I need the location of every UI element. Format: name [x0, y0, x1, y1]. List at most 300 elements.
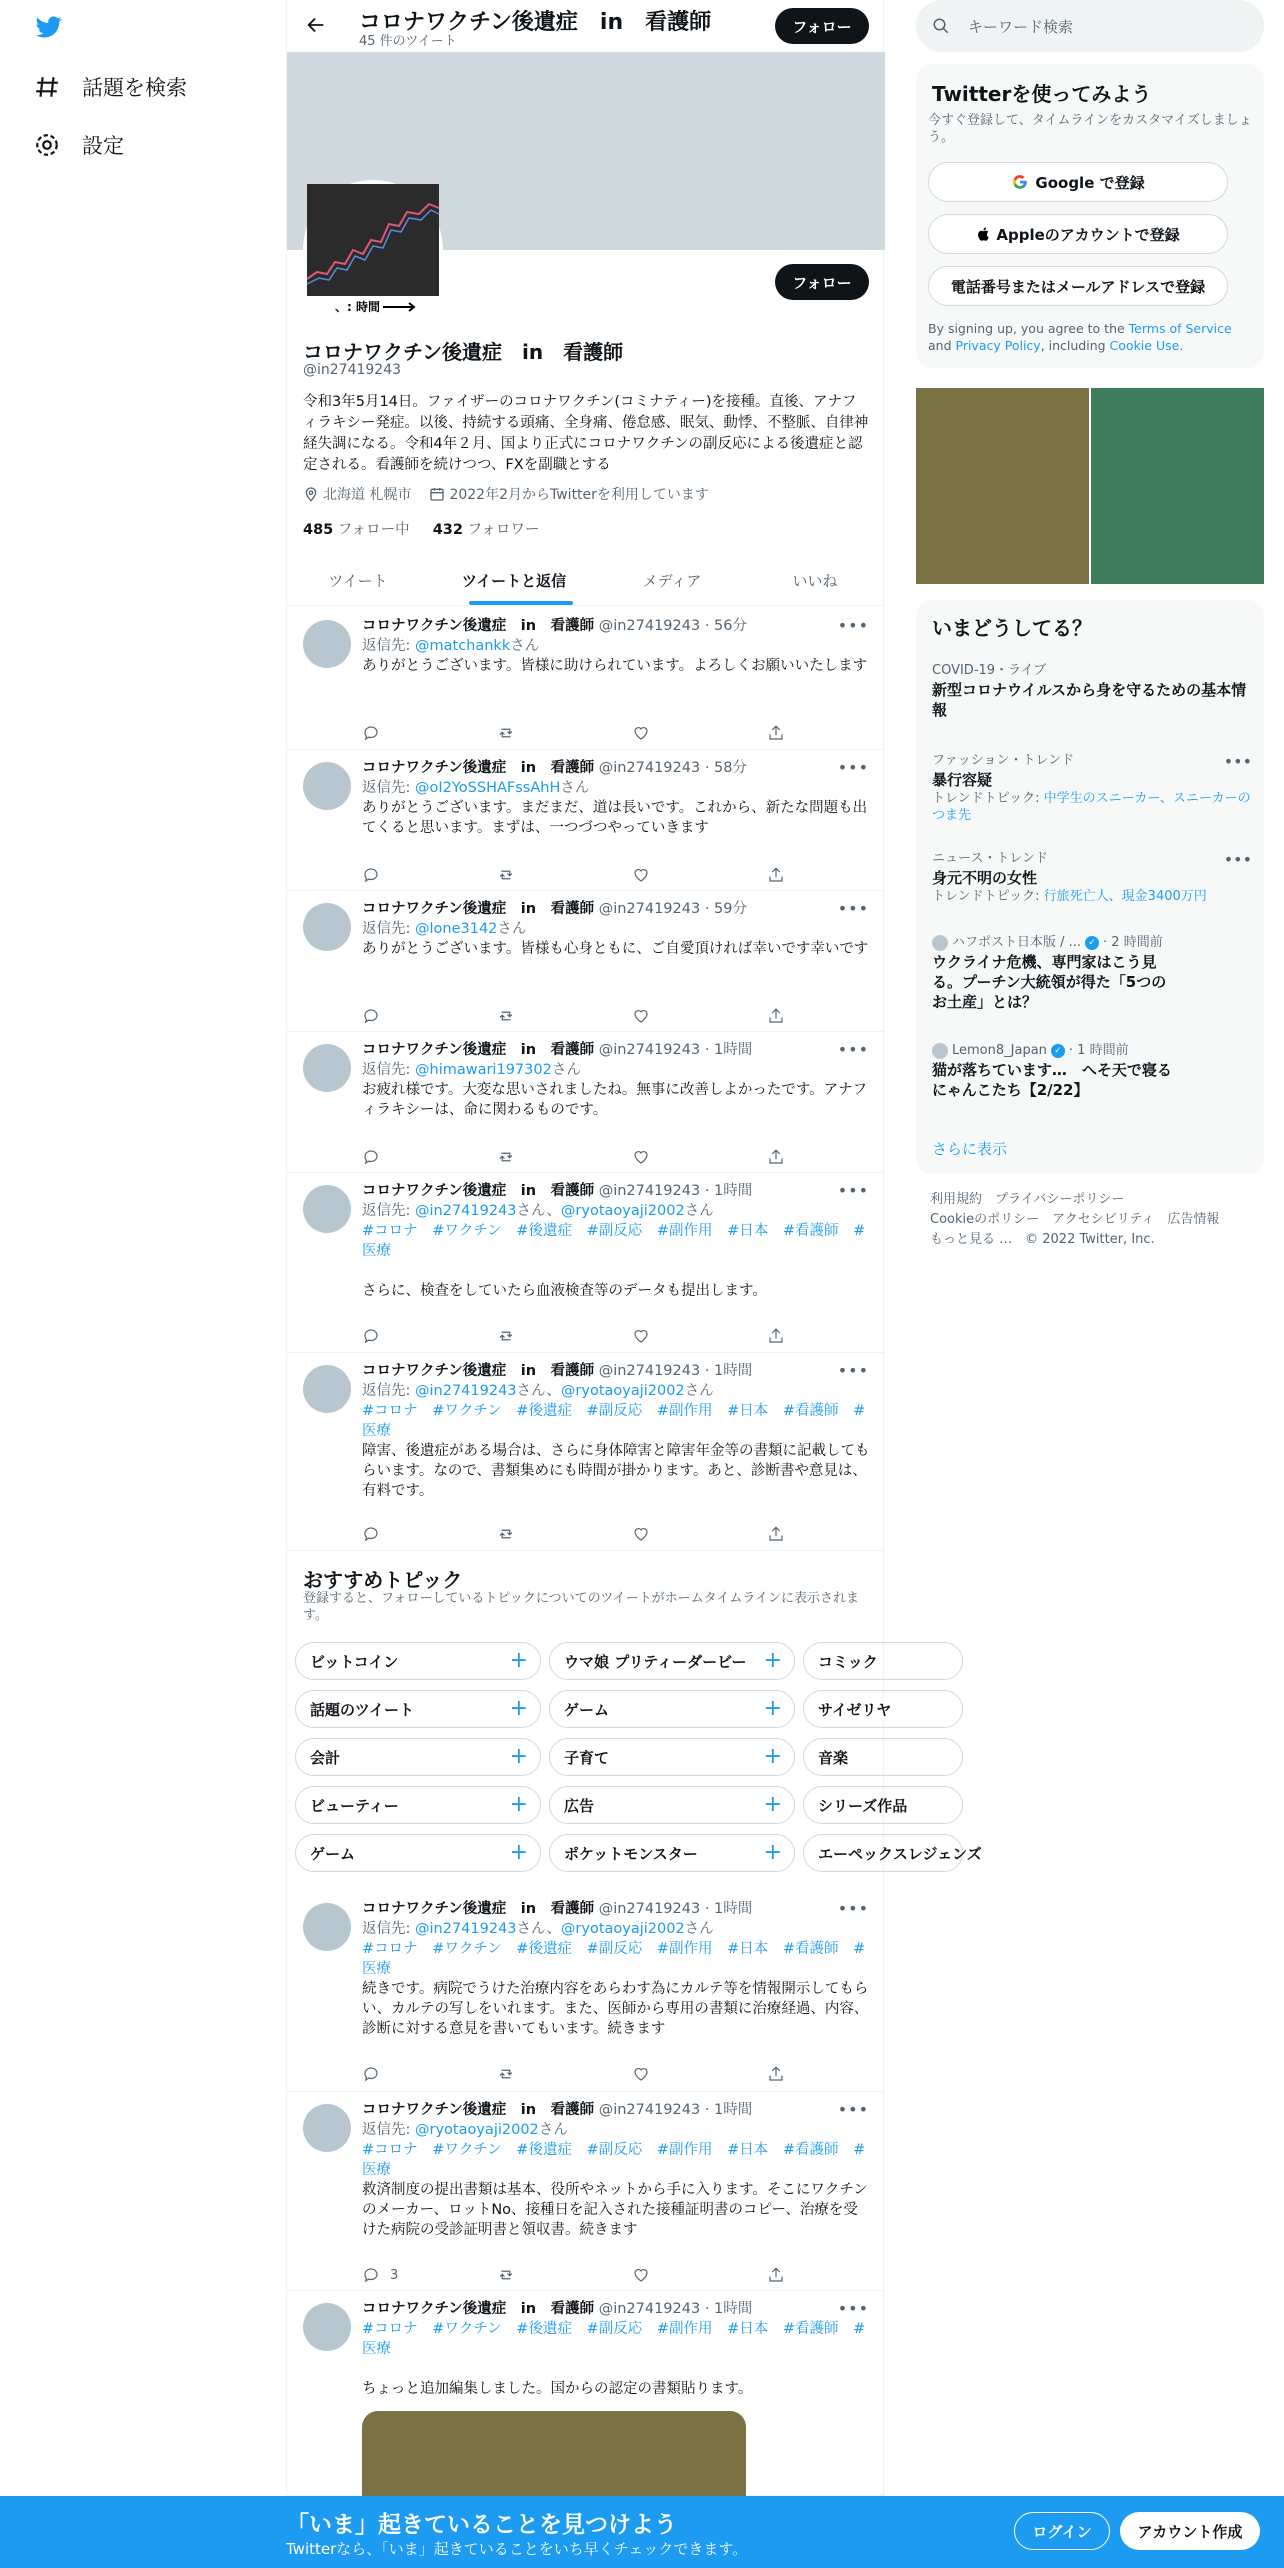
apple-signup-button[interactable]	[928, 214, 1228, 254]
share-icon	[767, 2266, 785, 2284]
tweet-content	[362, 1181, 872, 1301]
plus-icon[interactable]: +	[763, 1648, 782, 1673]
retweet-button[interactable]	[497, 724, 515, 742]
tweet[interactable]	[287, 1173, 885, 1353]
chart-thumbnail-icon	[307, 184, 439, 316]
retweet-button[interactable]	[497, 1327, 515, 1345]
reply-mention[interactable]: @ryotaoyaji2002	[560, 1203, 685, 1219]
reply-mention[interactable]: @ryotaoyaji2002	[560, 1921, 685, 1937]
trends-title: いまどうしてる？	[932, 616, 1092, 640]
more-icon[interactable]: •••	[837, 2299, 869, 2318]
news-item[interactable]	[932, 934, 1252, 1012]
reply-icon	[362, 1007, 380, 1025]
hashtag-icon	[34, 74, 60, 100]
topic-chip[interactable]	[803, 1690, 963, 1728]
terms-dot: .	[1179, 338, 1184, 353]
share-button[interactable]	[767, 2065, 785, 2083]
reply-icon	[362, 2266, 380, 2284]
topic-chip[interactable]	[295, 1642, 541, 1680]
heart-icon	[632, 1148, 650, 1166]
share-icon	[767, 1148, 785, 1166]
tweet-text: ありがとうございます。皆様も心身ともに、ご自愛頂ければ幸いです幸いです	[362, 941, 869, 957]
tweet-handle-time: @in27419243 · 1時間	[598, 2301, 753, 2317]
tweet-header	[362, 1899, 872, 1919]
reply-mention[interactable]: @in27419243	[415, 1383, 517, 1399]
tweet-author[interactable]: コロナワクチン後遺症 in 看護師	[362, 2102, 595, 2118]
tweet-avatar[interactable]	[303, 903, 351, 951]
tweet-actions	[362, 724, 812, 744]
cookie-link[interactable]: Cookie Use	[1109, 338, 1180, 353]
tweet-header	[362, 1181, 872, 1201]
tweet[interactable]	[287, 2291, 885, 2496]
share-icon	[767, 1327, 785, 1345]
share-button[interactable]	[767, 1007, 785, 1025]
tweet-hashtags[interactable]: #コロナ #ワクチン #後遺症 #副反応 #副作用 #日本 #看護師 #医療	[362, 2321, 866, 2357]
reply-button[interactable]	[362, 1148, 380, 1166]
more-icon[interactable]: •••	[1223, 850, 1252, 869]
reply-button[interactable]	[362, 1007, 380, 1025]
more-icon[interactable]: •••	[837, 1040, 869, 1059]
reply-mention[interactable]: @lone3142	[415, 921, 498, 937]
tweet-reply-to: 返信先: @in27419243さん、@ryotaoyaji2002さん	[362, 1921, 714, 1937]
tweet-content	[362, 758, 872, 838]
media-thumb-1[interactable]	[916, 388, 1089, 584]
privacy-link[interactable]: Privacy Policy	[955, 338, 1041, 353]
reply-mention[interactable]: @ryotaoyaji2002	[560, 1383, 685, 1399]
tweet-text: ありがとうございます。まだまだ、道は長いです。これから、新たな問題も出てくると思います。まずは、一つづつやっていきます	[362, 800, 868, 836]
tweet-actions	[362, 1327, 812, 1347]
more-icon[interactable]: •••	[1223, 752, 1252, 771]
more-icon[interactable]: •••	[837, 2100, 869, 2119]
footer-line-2[interactable]: Cookieのポリシー アクセシビリティ 広告情報	[930, 1212, 1220, 1227]
tweet-avatar[interactable]	[303, 1185, 351, 1233]
signup-box	[916, 64, 1264, 368]
reply-icon	[362, 1327, 380, 1345]
tweet-hashtags[interactable]: #コロナ #ワクチン #後遺症 #副反応 #副作用 #日本 #看護師 #医療	[362, 1941, 866, 1977]
plus-icon[interactable]: +	[509, 1696, 528, 1721]
topic-chip-label: ビットコイン	[310, 1652, 399, 1671]
tweet-author[interactable]: コロナワクチン後遺症 in 看護師	[362, 901, 595, 917]
retweet-button[interactable]	[497, 1148, 515, 1166]
topic-chip-label: エーペックスレジェンズ	[818, 1844, 982, 1863]
reply-icon	[362, 2065, 380, 2083]
reply-button[interactable]	[362, 1525, 380, 1543]
tweet-avatar[interactable]	[303, 2303, 351, 2351]
tweet-handle-time: @in27419243 · 1時間	[598, 1901, 753, 1917]
tweet-header	[362, 2299, 872, 2319]
share-button[interactable]	[767, 1327, 785, 1345]
heart-icon	[632, 1007, 650, 1025]
trends-box	[916, 600, 1264, 1174]
tweet[interactable]	[287, 1353, 885, 1551]
like-button[interactable]	[632, 724, 650, 742]
profile-bio: 令和3年5月14日。ファイザーのコロナワクチン(コミナティー)を接種。直後、アナフィラキシー発症。以後、持続する頭痛、全身痛、倦怠感、眠気、動悸、不整脈、自律神経失調になる。令和4年２月、国より正式にコロナワクチンの副反応による後遺症と認定される。看護師を続けつつ、FXを副職とする	[303, 394, 869, 473]
topic-chip-label: ゲーム	[564, 1700, 610, 1719]
tweet-actions	[362, 1007, 812, 1027]
tweet-hashtags[interactable]: #コロナ #ワクチン #後遺症 #副反応 #副作用 #日本 #看護師 #医療	[362, 2142, 866, 2178]
topic-chip-label: ゲーム	[310, 1844, 356, 1863]
topic-chip[interactable]	[803, 1786, 963, 1824]
reply-mention[interactable]: @matchankk	[415, 638, 511, 654]
profile-joined: 2022年2月からTwitterを利用しています	[449, 487, 709, 503]
heart-icon	[632, 2065, 650, 2083]
tweet-text: ありがとうございます。皆様に助けられています。よろしくお願いいたします	[362, 658, 868, 674]
tweet-avatar[interactable]	[303, 1365, 351, 1413]
like-button[interactable]	[632, 1327, 650, 1345]
tweet-avatar[interactable]	[303, 762, 351, 810]
tweet-reply-to: 返信先: @lone3142さん	[362, 921, 527, 937]
trend-item[interactable]	[932, 752, 1252, 824]
like-button[interactable]	[632, 866, 650, 884]
tab-likes[interactable]: いいね	[792, 571, 838, 590]
like-button[interactable]	[632, 1525, 650, 1543]
bottom-bar-title: 「いま」起きていることを見つけよう	[286, 2512, 677, 2538]
calendar-icon	[429, 486, 445, 502]
share-button[interactable]	[767, 724, 785, 742]
news-item[interactable]	[932, 1042, 1252, 1100]
tweet-actions	[362, 2266, 812, 2286]
tweet-avatar[interactable]	[303, 1044, 351, 1092]
left-nav	[0, 0, 286, 2568]
trend-item[interactable]	[932, 850, 1252, 905]
retweet-button[interactable]	[497, 2065, 515, 2083]
plus-icon[interactable]: +	[509, 1744, 528, 1769]
retweet-button[interactable]	[497, 1525, 515, 1543]
reply-icon	[362, 1148, 380, 1166]
tweet-handle-time: @in27419243 · 56分	[598, 618, 747, 634]
terms-link[interactable]: Terms of Service	[1128, 321, 1232, 336]
search-placeholder: キーワード検索	[968, 17, 1074, 36]
retweet-button[interactable]	[497, 2266, 515, 2284]
tweet-content	[362, 2100, 872, 2240]
retweet-icon	[497, 2065, 515, 2083]
reply-icon	[362, 866, 380, 884]
heart-icon	[632, 1525, 650, 1543]
plus-icon[interactable]: +	[509, 1648, 528, 1673]
like-button[interactable]	[632, 2266, 650, 2284]
topic-chip-label: 広告	[564, 1796, 595, 1815]
trend-sub: トレンドトピック: 中学生のスニーカー、スニーカーのつま先	[932, 791, 1251, 823]
tweet-content	[362, 616, 872, 676]
reply-button[interactable]	[362, 1327, 380, 1345]
followers-link[interactable]	[433, 522, 540, 538]
news-meta	[932, 1042, 1252, 1060]
followers-label: フォロワー	[467, 522, 540, 538]
share-icon	[767, 866, 785, 884]
search-input[interactable]	[916, 0, 1264, 52]
topic-chip-label: 会計	[310, 1748, 341, 1767]
header-tweet-count: 45 件のツイート	[359, 34, 457, 49]
bottom-bar-subtitle: Twitterなら、「いま」起きていることをいち早くチェックできます。	[286, 2540, 748, 2558]
tweet-reply-to: 返信先: @in27419243さん、@ryotaoyaji2002さん	[362, 1203, 714, 1219]
plus-icon[interactable]: +	[763, 1744, 782, 1769]
more-icon[interactable]: •••	[837, 616, 869, 635]
tweet-actions	[362, 1148, 812, 1168]
tweet-actions	[362, 866, 812, 886]
reply-button[interactable]	[362, 2266, 398, 2284]
login-button[interactable]: ログイン	[1014, 2512, 1110, 2550]
media-preview[interactable]	[916, 388, 1264, 584]
reply-button[interactable]	[362, 2065, 380, 2083]
show-more-link[interactable]: さらに表示	[932, 1140, 1008, 1158]
tweet-reply-to: 返信先: @in27419243さん、@ryotaoyaji2002さん	[362, 1383, 714, 1399]
tweet-hashtags[interactable]: #コロナ #ワクチン #後遺症 #副反応 #副作用 #日本 #看護師 #医療	[362, 1223, 866, 1259]
tweet-author[interactable]: コロナワクチン後遺症 in 看護師	[362, 618, 595, 634]
twitter-logo-icon[interactable]	[34, 14, 64, 40]
heart-icon	[632, 724, 650, 742]
share-button[interactable]	[767, 1525, 785, 1543]
google-signup-button[interactable]	[928, 162, 1228, 202]
signup-title: Twitterを使ってみよう	[932, 82, 1152, 106]
topic-chip[interactable]	[803, 1738, 963, 1776]
retweet-button[interactable]	[497, 866, 515, 884]
google-icon	[1011, 173, 1029, 191]
trend-sub: トレンドトピック: 行旅死亡人、現金3400万円	[932, 889, 1207, 904]
trend-item[interactable]	[932, 662, 1252, 720]
share-button[interactable]	[767, 1148, 785, 1166]
tweet-avatar[interactable]	[303, 1903, 351, 1951]
topic-chip-label: ビューティー	[310, 1796, 399, 1815]
tweet-content	[362, 1361, 872, 1501]
tweet-avatar[interactable]	[303, 620, 351, 668]
topic-chip-label: 話題のツイート	[310, 1700, 414, 1719]
tweet-handle-time: @in27419243 · 1時間	[598, 2102, 753, 2118]
profile-avatar[interactable]	[303, 180, 443, 320]
tweet-handle-time: @in27419243 · 1時間	[598, 1183, 753, 1199]
topics-desc: 登録すると、フォローしているトピックについてのツイートがホームタイムラインに表示されます。	[303, 1591, 860, 1623]
tweet[interactable]	[287, 1891, 885, 2092]
nav-explore[interactable]	[34, 72, 187, 102]
topics-title: おすすめトピック	[303, 1568, 463, 1592]
tweet-author[interactable]: コロナワクチン後遺症 in 看護師	[362, 2301, 595, 2317]
tab-tweets-and-replies[interactable]: ツイートと返信	[461, 571, 567, 590]
tweet-content	[362, 1899, 872, 2039]
tweet[interactable]	[287, 750, 885, 891]
trend-title: 暴行容疑	[932, 771, 993, 789]
reply-button[interactable]	[362, 724, 380, 742]
topic-chip[interactable]	[803, 1834, 982, 1872]
plus-icon[interactable]: +	[763, 1840, 782, 1865]
topic-chip[interactable]	[803, 1642, 963, 1680]
tweet-text: 救済制度の提出書類は基本、役所やネットから手に入ります。そこにワクチンのメーカー、ロットNo、接種日を記入された接種証明書のコピー、治療を受けた病院の受診証明書と領収書。続きます	[362, 2182, 868, 2238]
topic-chip-label: シリーズ作品	[818, 1796, 908, 1815]
tweet-header	[362, 899, 872, 919]
profile-name: コロナワクチン後遺症 in 看護師	[303, 340, 624, 364]
profile-meta	[303, 484, 709, 504]
tweet-reply-to: 返信先: @oI2YoSSHAFssAhHさん	[362, 780, 590, 796]
terms-prefix: By signing up, you agree to the	[928, 321, 1129, 336]
retweet-button[interactable]	[497, 1007, 515, 1025]
tweet-text: さらに、検査をしていたら血液検査等のデータも提出します。	[362, 1283, 767, 1299]
header-follow-button[interactable]: フォロー	[775, 8, 869, 44]
tweet-text: ちょっと追加編集しました。国からの認定の書類貼ります。	[362, 2381, 753, 2397]
tweet-hashtags[interactable]: #コロナ #ワクチン #後遺症 #副反応 #副作用 #日本 #看護師 #医療	[362, 1403, 866, 1439]
tweet-author[interactable]: コロナワクチン後遺症 in 看護師	[362, 1363, 595, 1379]
profile-follow-button[interactable]: フォロー	[775, 264, 869, 300]
following-label: フォロー中	[337, 522, 410, 538]
tab-media[interactable]: メディア	[642, 571, 702, 590]
more-icon[interactable]: •••	[837, 1361, 869, 1380]
share-button[interactable]	[767, 2266, 785, 2284]
tweet-handle-time: @in27419243 · 59分	[598, 901, 747, 917]
tweet-handle-time: @in27419243 · 1時間	[598, 1363, 753, 1379]
topic-chip[interactable]	[295, 1834, 541, 1872]
topic-chip[interactable]	[295, 1786, 541, 1824]
tweet-actions	[362, 1525, 812, 1545]
like-button[interactable]	[632, 1007, 650, 1025]
tweet-reply-to: 返信先: @matchankkさん	[362, 638, 540, 654]
share-button[interactable]	[767, 866, 785, 884]
topic-chip[interactable]	[295, 1690, 541, 1728]
topic-chip[interactable]	[549, 1690, 795, 1728]
reply-button[interactable]	[362, 866, 380, 884]
trend-title: 身元不明の女性	[932, 869, 1038, 887]
topic-chip[interactable]	[549, 1786, 795, 1824]
retweet-icon	[497, 2266, 515, 2284]
topic-chip-label: コミック	[818, 1652, 878, 1671]
reply-mention[interactable]: @himawari197302	[415, 1062, 552, 1078]
terms-including: , including	[1040, 338, 1110, 353]
share-icon	[767, 2065, 785, 2083]
tweet[interactable]	[287, 2092, 885, 2291]
topic-chip-label: ウマ娘 プリティーダービー	[564, 1652, 747, 1671]
tweet-author[interactable]: コロナワクチン後遺症 in 看護師	[362, 1042, 595, 1058]
apple-signup-label: Appleのアカウントで登録	[996, 225, 1180, 244]
profile-counts	[303, 518, 539, 539]
news-title: 猫が落ちています… へそ天で寝るにゃんこたち【2/22】	[932, 1061, 1172, 1099]
following-count: 485	[303, 522, 334, 538]
google-signup-label: Google で登録	[1035, 173, 1145, 192]
news-title: ウクライナ危機、専門家はこう見る。プーチン大統領が得た「5つのお土産」とは？	[932, 953, 1167, 1011]
tweet-author[interactable]: コロナワクチン後遺症 in 看護師	[362, 1901, 595, 1917]
heart-icon	[632, 2266, 650, 2284]
tweet-header	[362, 2100, 872, 2120]
tweet-header	[362, 1040, 872, 1060]
topic-chip[interactable]	[549, 1642, 795, 1680]
footer-line-1[interactable]: 利用規約 プライバシーポリシー	[930, 1192, 1125, 1207]
tab-tweets[interactable]: ツイート	[328, 571, 388, 590]
verified-icon: ✓	[1051, 1044, 1065, 1058]
reply-icon	[362, 724, 380, 742]
following-link[interactable]	[303, 522, 410, 538]
retweet-icon	[497, 1007, 515, 1025]
profile-handle: @in27419243	[303, 362, 402, 378]
tweet-content	[362, 1040, 872, 1120]
tweet-text: 障害、後遺症がある場合は、さらに身体障害と障害年金等の書類に記載してもらいます。なので、書類集めにも時間が掛かります。あと、診断書や意見は、有料です。	[362, 1443, 870, 1499]
source-avatar	[932, 935, 948, 951]
tweet-header	[362, 616, 872, 636]
share-icon	[767, 724, 785, 742]
topic-chip[interactable]	[549, 1738, 795, 1776]
bottom-signup-bar	[0, 2496, 1284, 2568]
tweet[interactable]	[287, 1032, 885, 1173]
nav-settings-label: 設定	[82, 134, 124, 158]
topic-chip[interactable]	[549, 1834, 795, 1872]
nav-settings[interactable]	[34, 130, 124, 160]
more-icon[interactable]: •••	[837, 1181, 869, 1200]
apple-icon	[976, 226, 992, 242]
news-source: ハフポスト日本版 / ...	[952, 935, 1082, 950]
verified-icon: ✓	[1085, 936, 1099, 950]
tweet-author[interactable]: コロナワクチン後遺症 in 看護師	[362, 760, 595, 776]
share-icon	[767, 1007, 785, 1025]
like-button[interactable]	[632, 1148, 650, 1166]
plus-icon[interactable]: +	[509, 1792, 528, 1817]
topic-chip-label: ポケットモンスター	[564, 1844, 698, 1863]
tweet-header	[362, 758, 872, 778]
news-time: · 1 時間前	[1068, 1043, 1129, 1058]
topic-chip-label: サイゼリヤ	[818, 1700, 892, 1719]
reply-mention[interactable]: @oI2YoSSHAFssAhH	[415, 780, 561, 796]
search-icon	[932, 17, 950, 35]
tweet[interactable]	[287, 891, 885, 1032]
back-arrow-icon[interactable]	[305, 14, 329, 38]
topic-chip[interactable]	[295, 1738, 541, 1776]
topic-chip-label: 音楽	[818, 1748, 849, 1767]
create-account-button[interactable]: アカウント作成	[1120, 2512, 1260, 2550]
phone-email-signup-button[interactable]: 電話番号またはメールアドレスで登録	[928, 266, 1228, 306]
tweet-handle-time: @in27419243 · 58分	[598, 760, 747, 776]
heart-icon	[632, 1327, 650, 1345]
trend-meta: ニュース・トレンド	[932, 851, 1049, 866]
more-icon[interactable]: •••	[837, 899, 869, 918]
footer-line-3[interactable]: もっと見る … © 2022 Twitter, Inc.	[930, 1232, 1155, 1247]
tweet-reply-to: 返信先: @himawari197302さん	[362, 1062, 581, 1078]
profile-tabs	[287, 554, 885, 606]
avatar-caption: ​、: 時間	[335, 300, 380, 314]
retweet-icon	[497, 1148, 515, 1166]
signup-terms	[928, 320, 1258, 354]
terms-and: and	[928, 338, 956, 353]
plus-icon[interactable]: +	[763, 1696, 782, 1721]
nav-explore-label: 話題を検索	[82, 76, 187, 100]
plus-icon[interactable]: +	[509, 1840, 528, 1865]
gear-icon	[34, 132, 60, 158]
more-icon[interactable]: •••	[837, 758, 869, 777]
like-button[interactable]	[632, 2065, 650, 2083]
tweet-handle-time: @in27419243 · 1時間	[598, 1042, 753, 1058]
topic-chip-label: 子育て	[564, 1748, 610, 1767]
news-source: Lemon8_Japan	[952, 1043, 1047, 1058]
tweet-actions	[362, 2065, 812, 2085]
tweet-author[interactable]: コロナワクチン後遺症 in 看護師	[362, 1183, 595, 1199]
news-time: · 2 時間前	[1103, 935, 1163, 950]
more-icon[interactable]: •••	[837, 1899, 869, 1918]
heart-icon	[632, 866, 650, 884]
retweet-icon	[497, 1327, 515, 1345]
reply-mention[interactable]: @ryotaoyaji2002	[415, 2122, 539, 2138]
reply-mention[interactable]: @in27419243	[415, 1203, 517, 1219]
retweet-icon	[497, 1525, 515, 1543]
trend-title: 新型コロナウイルスから身を守るための基本情報	[932, 681, 1247, 719]
share-icon	[767, 1525, 785, 1543]
media-thumb-2[interactable]	[1091, 388, 1264, 584]
tweet-text: お疲れ様です。大変な思いされましたね。無事に改善しよかったです。アナフィラキシーは、命に関わるものです。	[362, 1082, 868, 1118]
followers-count: 432	[432, 522, 463, 538]
location-icon	[303, 486, 319, 502]
tweet-header	[362, 1361, 872, 1381]
source-avatar	[932, 1043, 948, 1059]
tweet-content	[362, 899, 872, 959]
tweet[interactable]	[287, 608, 885, 750]
reply-mention[interactable]: @in27419243	[415, 1921, 517, 1937]
plus-icon[interactable]: +	[763, 1792, 782, 1817]
trend-meta: ファッション・トレンド	[932, 753, 1075, 768]
tweet-avatar[interactable]	[303, 2104, 351, 2152]
header-title: コロナワクチン後遺症 in 看護師	[359, 10, 712, 35]
retweet-icon	[497, 866, 515, 884]
tweet-reply-to: 返信先: @ryotaoyaji2002さん	[362, 2122, 568, 2138]
